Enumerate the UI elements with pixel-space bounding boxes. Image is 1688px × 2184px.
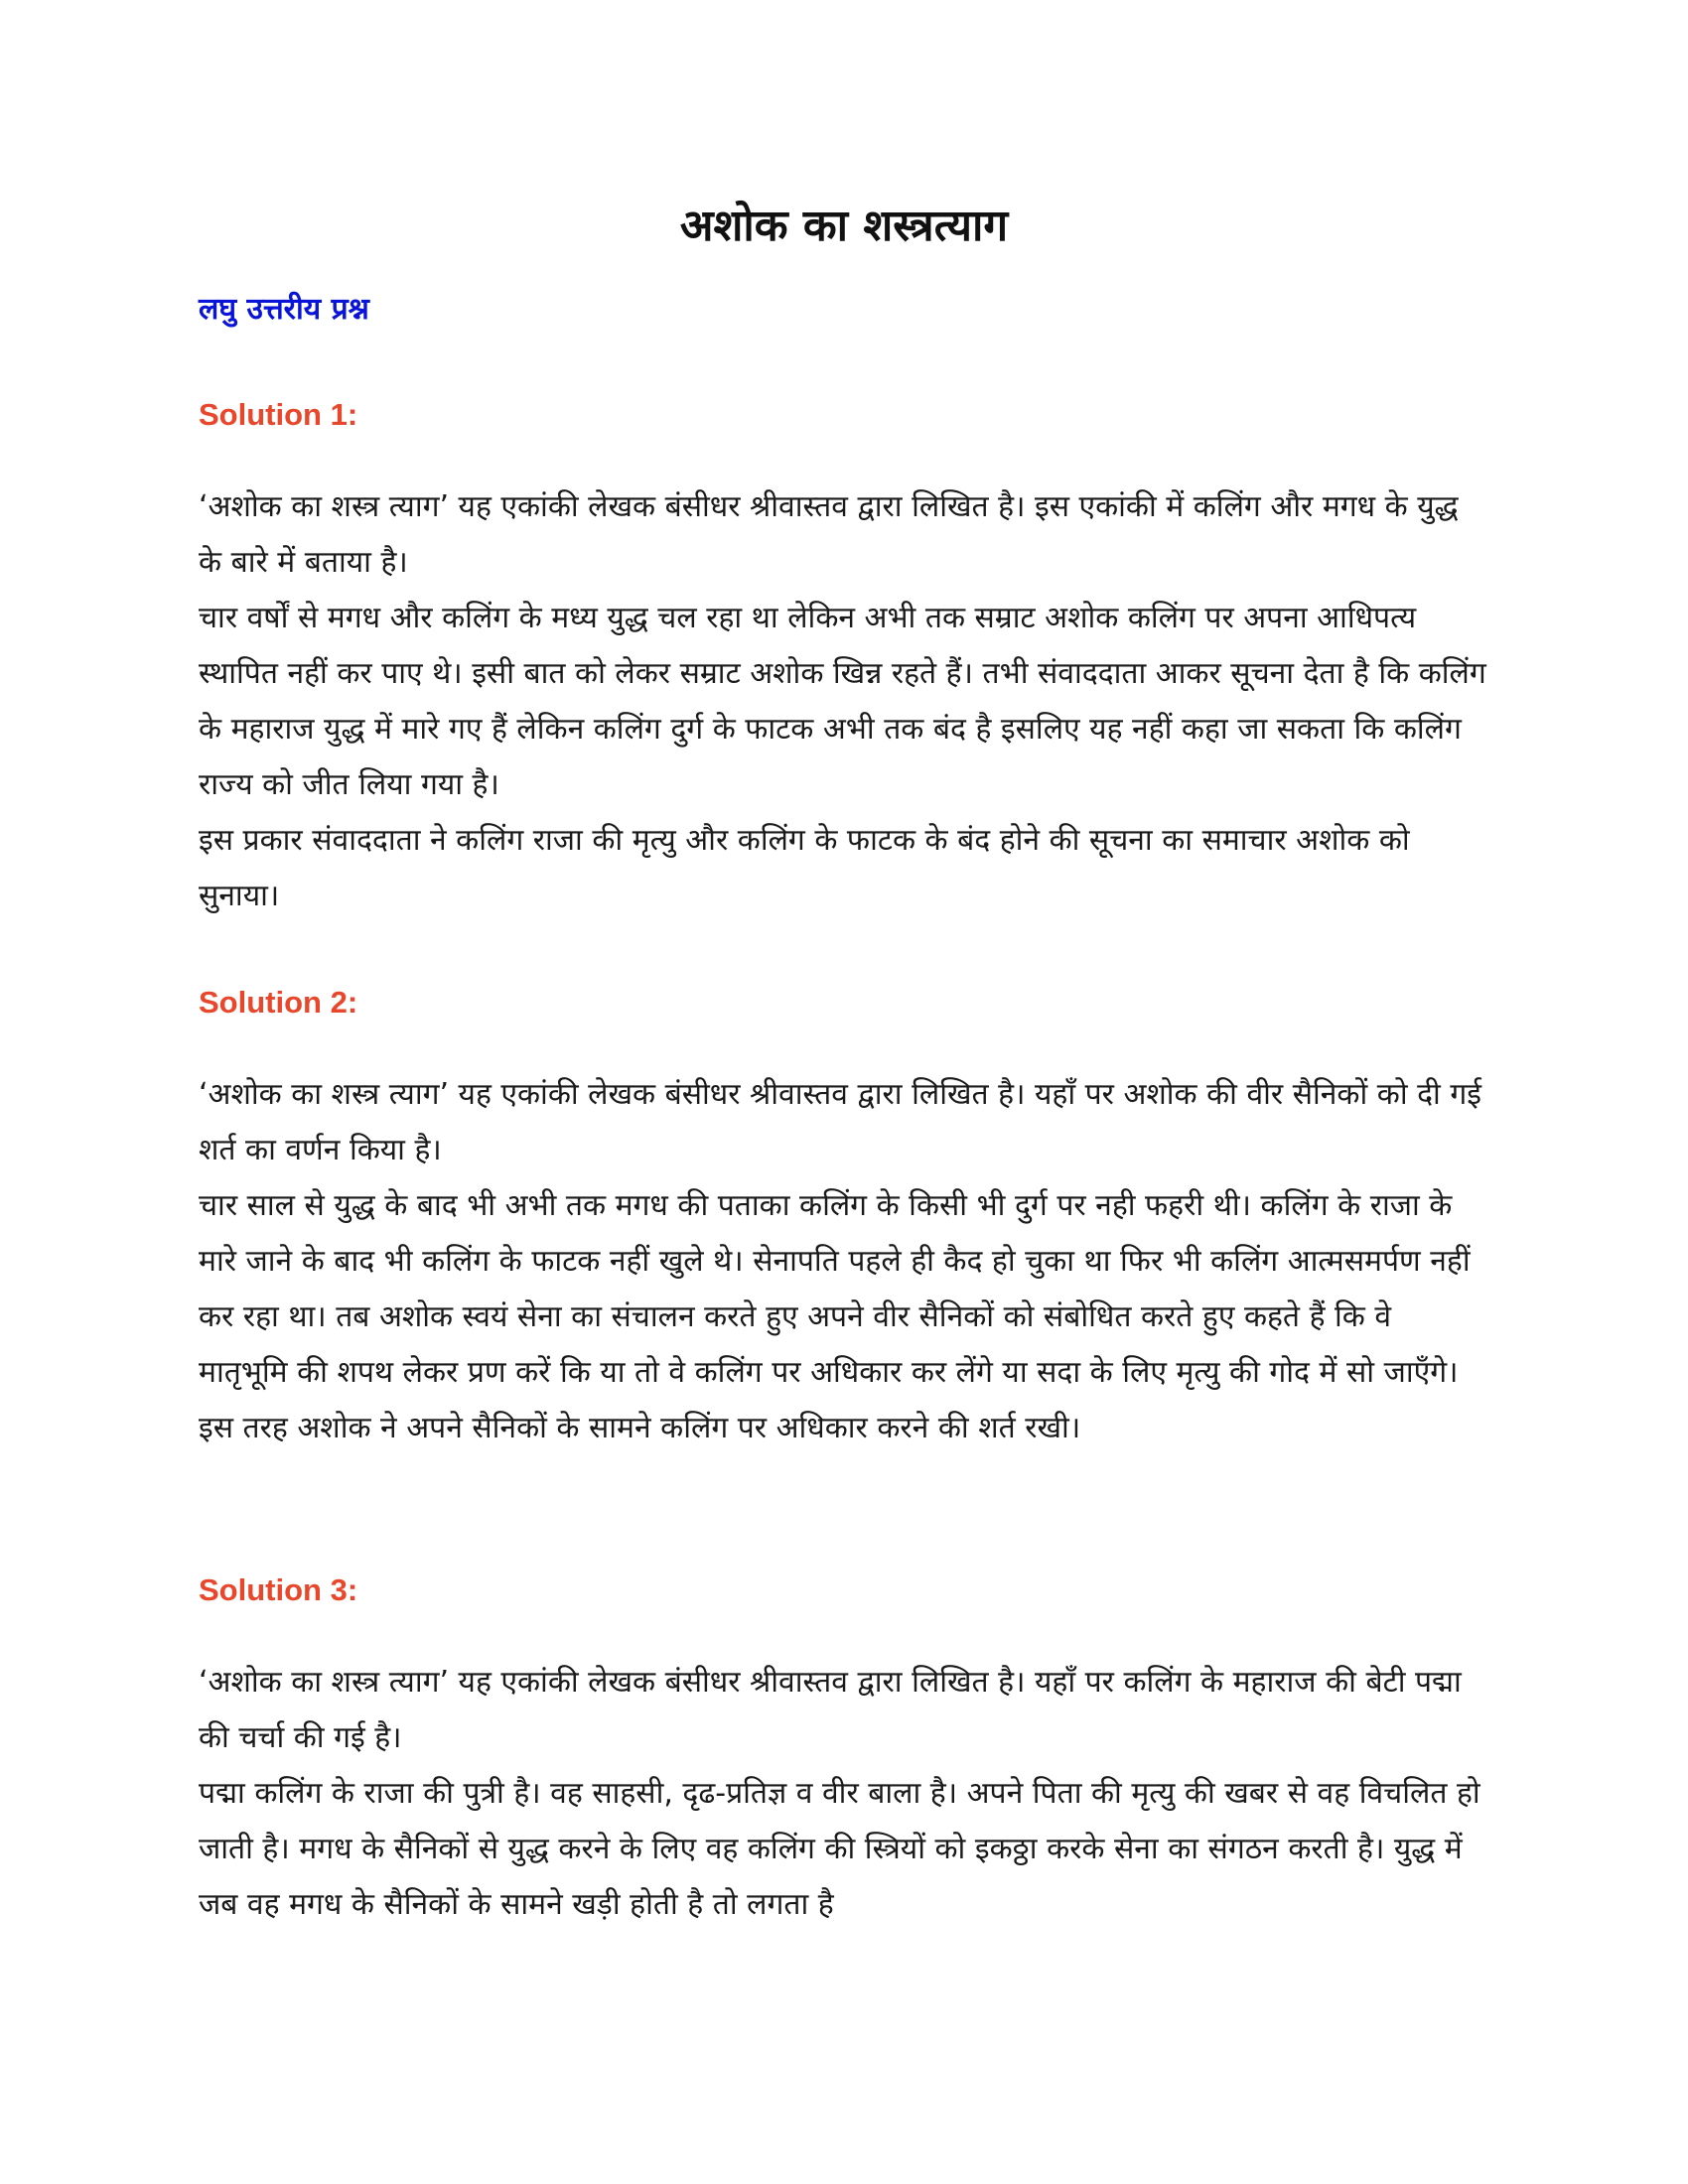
paragraph: चार वर्षों से मगध और कलिंग के मध्य युद्ध चल रहा था लेकिन अभी तक सम्राट अशोक कलिंग पर अपना आधिपत्य स्थापित नहीं कर पाए थे। इसी बात को लेकर सम्राट अशोक खिन्न रहते हैं। तभी संवाददाता आकर सूचना देता है कि कलिंग के महाराज युद्ध में मारे गए हैं लेकिन कलिंग दुर्ग के फाटक अभी तक बंद है इसलिए यह नहीं कहा जा सकता कि कलिंग राज्य को जीत लिया गया है।	[199, 601, 1486, 802]
paragraph: ‘अशोक का शस्त्र त्याग’ यह एकांकी लेखक बंसीधर श्रीवास्तव द्वारा लिखित है। इस एकांकी में कलिंग और मगध के युद्ध के बारे में बताया है।	[199, 489, 1459, 580]
document-title: अशोक का शस्त्रत्याग	[679, 201, 1009, 251]
solution-block	[199, 983, 1489, 1456]
solution-body	[199, 1655, 1489, 1933]
paragraph: ‘अशोक का शस्त्र त्याग’ यह एकांकी लेखक बंसीधर श्रीवास्तव द्वारा लिखित है। यहाँ पर अशोक की वीर सैनिकों को दी गई शर्त का वर्णन किया है।	[199, 1077, 1481, 1167]
solution-label: Solution 3:	[199, 1572, 358, 1607]
solution-label: Solution 1:	[199, 397, 358, 432]
solution-body	[199, 479, 1489, 924]
section-heading: लघु उत्तरीय प्रश्न	[199, 292, 369, 327]
paragraph: ‘अशोक का शस्त्र त्याग’ यह एकांकी लेखक बंसीधर श्रीवास्तव द्वारा लिखित है। यहाँ पर कलिंग के महाराज की बेटी पद्मा की चर्चा की गई है।	[199, 1665, 1462, 1755]
solution-body	[199, 1067, 1489, 1456]
solution-label: Solution 2:	[199, 985, 358, 1020]
paragraph: पद्मा कलिंग के राजा की पुत्री है। वह साहसी, दृढ-प्रतिज्ञ व वीर बाला है। अपने पिता की मृत्यु की खबर से वह विचलित हो जाती है। मगध के सैनिकों से युद्ध करने के लिए वह कलिंग की स्त्रियों को इकठ्ठा करके सेना का संगठन करती है। युद्ध में जब वह मगध के सैनिकों के सामने खड़ी होती है तो लगता है	[199, 1776, 1480, 1922]
paragraph: इस प्रकार संवाददाता ने कलिंग राजा की मृत्यु और कलिंग के फाटक के बंद होने की सूचना का समाचार अशोक को सुनाया।	[199, 823, 1410, 913]
paragraph: चार साल से युद्ध के बाद भी अभी तक मगध की पताका कलिंग के किसी भी दुर्ग पर नही फहरी थी। कलिंग के राजा के मारे जाने के बाद भी कलिंग के फाटक नहीं खुले थे। सेनापति पहले ही कैद हो चुका था फिर भी कलिंग आत्मसमर्पण नहीं कर रहा था। तब अशोक स्वयं सेना का संचालन करते हुए अपने वीर सैनिकों को संबोधित करते हुए कहते हैं कि वे मातृभूमि की शपथ लेकर प्रण करें कि या तो वे कलिंग पर अधिकार कर लेंगे या सदा के लिए मृत्यु की गोद में सो जाएँगे।	[199, 1188, 1471, 1390]
solution-block	[199, 395, 1489, 924]
paragraph: इस तरह अशोक ने अपने सैनिकों के सामने कलिंग पर अधिकार करने की शर्त रखी।	[199, 1411, 1081, 1445]
solution-block	[199, 1570, 1489, 1933]
